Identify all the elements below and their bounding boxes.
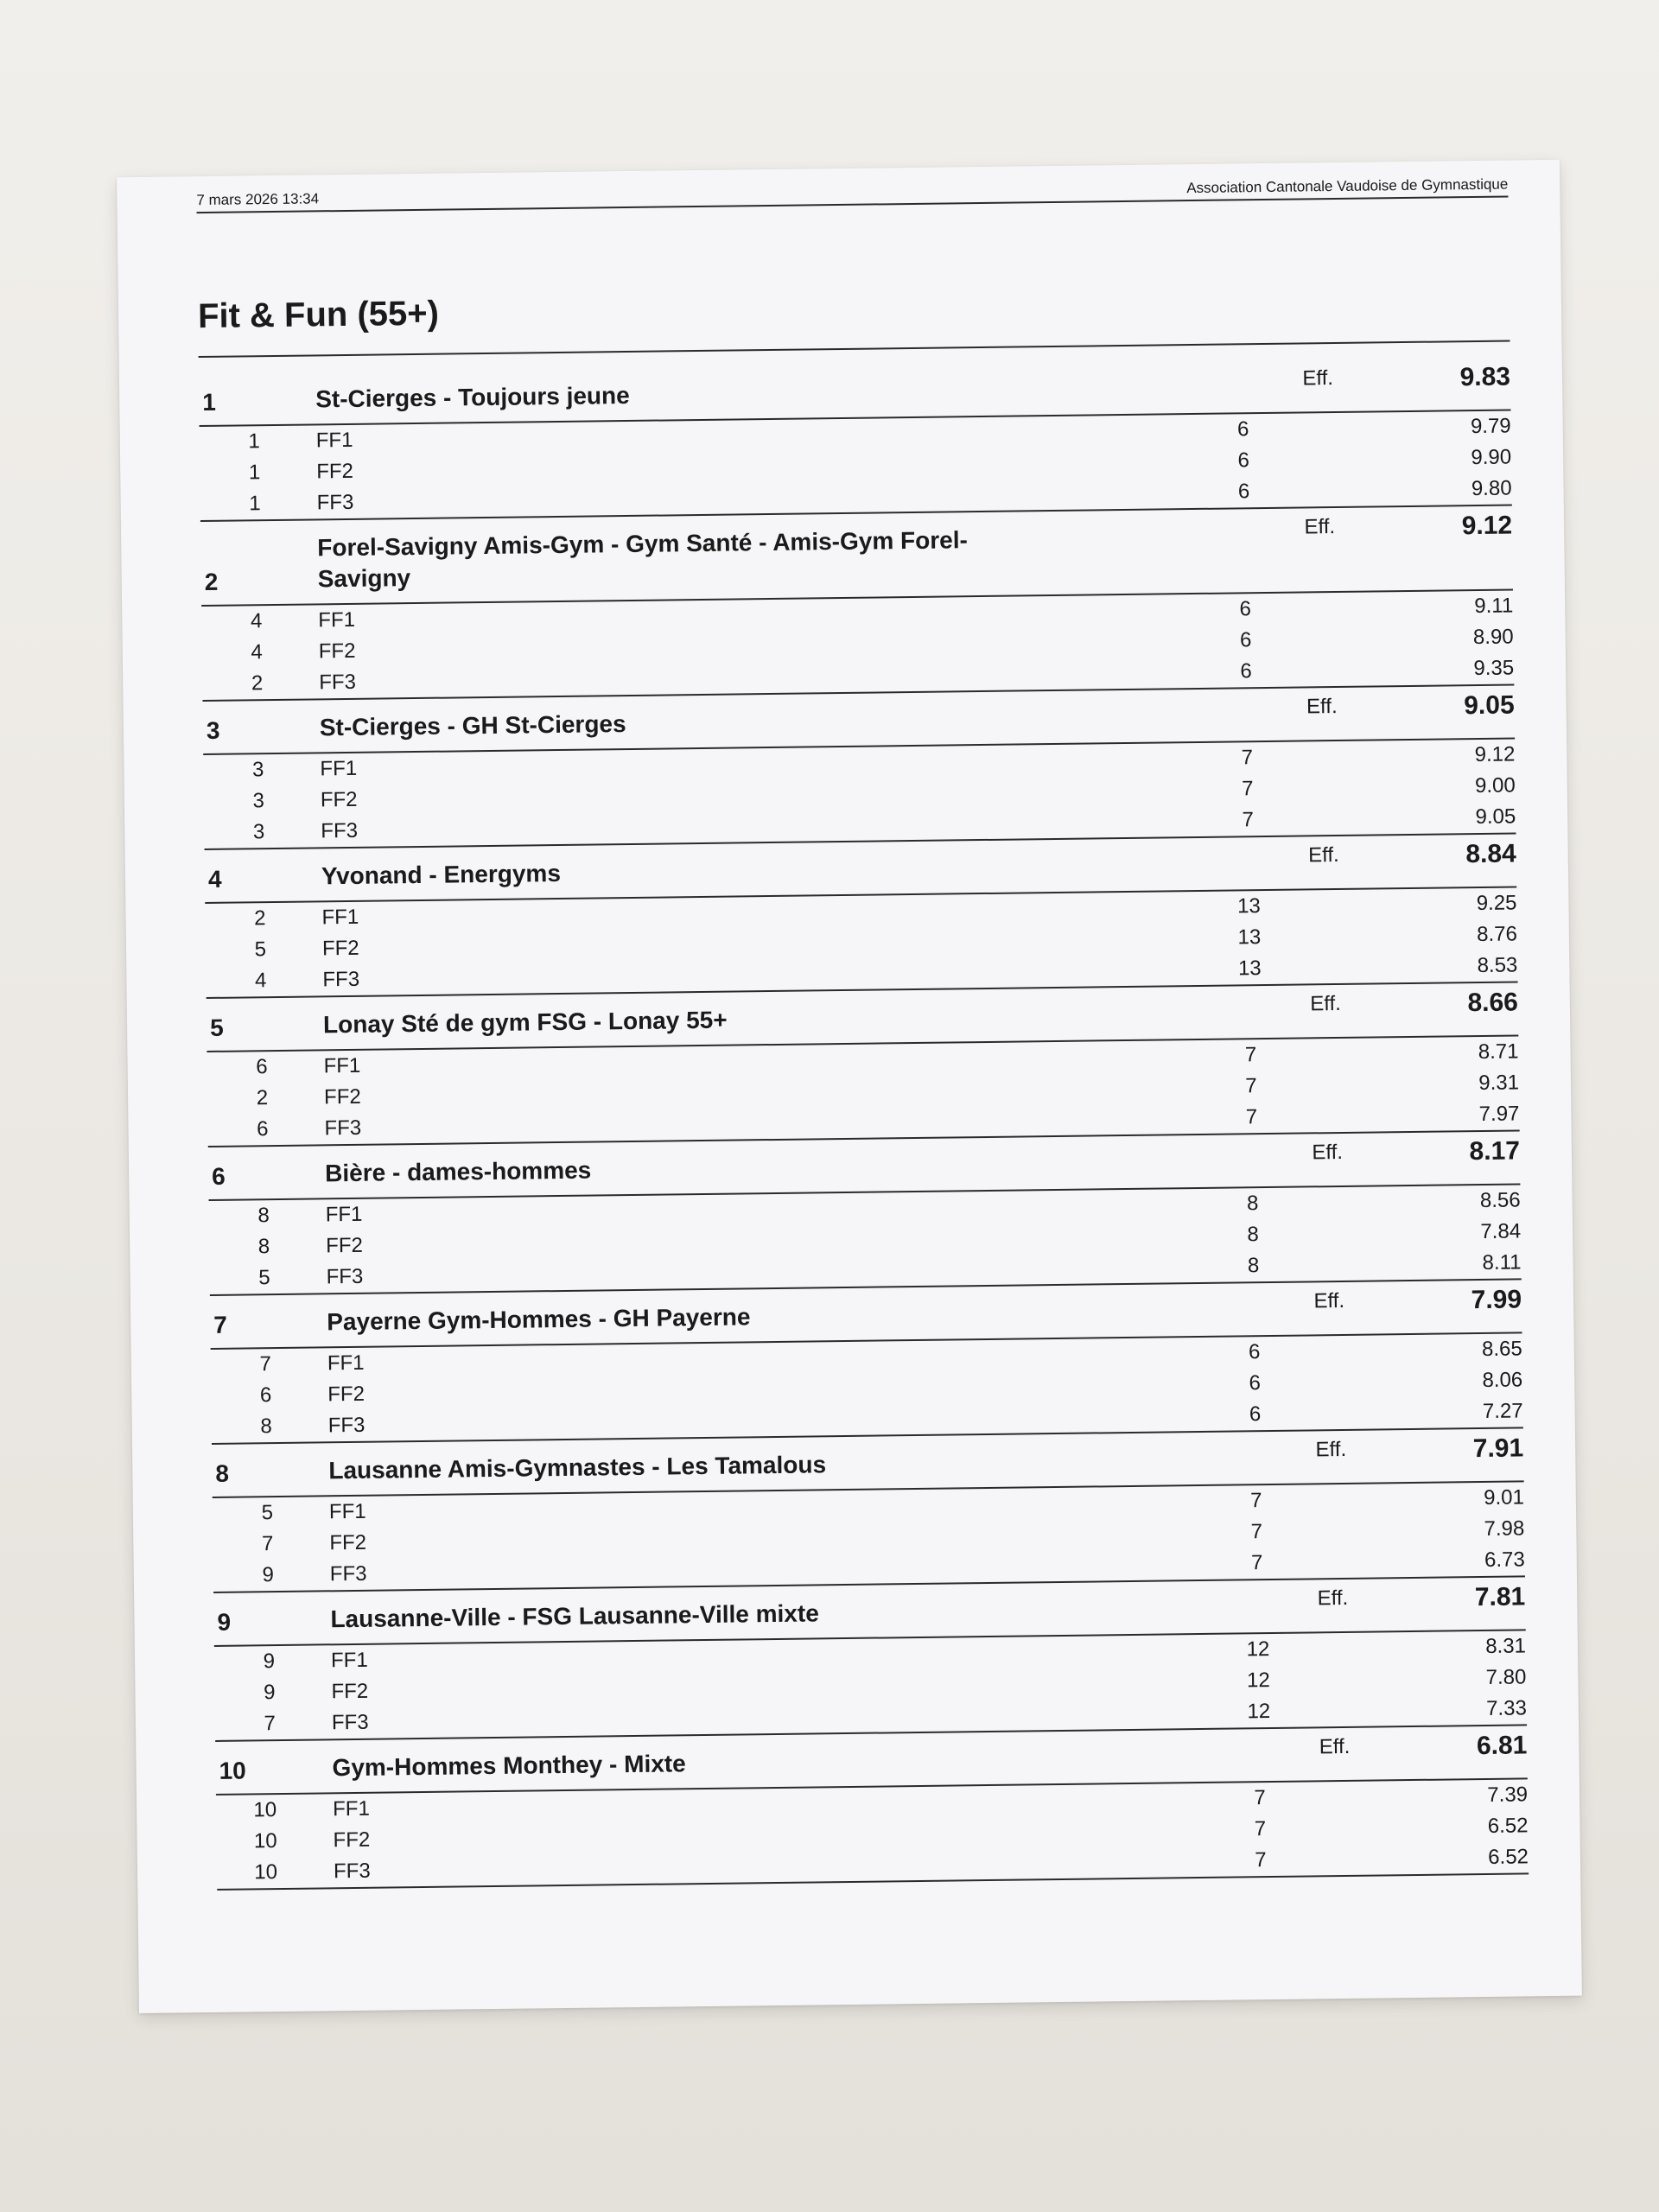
team-block (199, 358, 1512, 523)
apparatus-name: FF2 (331, 1679, 369, 1704)
apparatus-score: 9.25 (1476, 891, 1517, 916)
category-title: Fit & Fun (55+) (197, 294, 440, 336)
effective-count: 7 (1250, 1489, 1262, 1513)
apparatus-rank: 8 (257, 1235, 270, 1259)
apparatus-rank: 9 (263, 1649, 276, 1674)
team-block (205, 834, 1518, 999)
apparatus-name: FF2 (327, 1382, 365, 1407)
team-rank: 4 (207, 865, 222, 893)
team-block (212, 1428, 1525, 1593)
team-total-score: 9.83 (1459, 362, 1511, 392)
team-name: St-Cierges - Toujours jeune (315, 381, 630, 413)
apparatus-name: FF3 (329, 1561, 367, 1586)
effective-count: 12 (1247, 1700, 1271, 1724)
apparatus-rank: 8 (257, 1204, 270, 1228)
effective-count: 7 (1250, 1551, 1263, 1575)
apparatus-name: FF3 (316, 490, 354, 515)
team-total-score: 9.05 (1464, 690, 1515, 721)
apparatus-rank: 10 (254, 1860, 278, 1885)
apparatus-name: FF2 (320, 787, 358, 812)
team-total-score: 8.66 (1467, 988, 1519, 1018)
team-total-score: 6.81 (1476, 1731, 1528, 1761)
apparatus-score: 9.05 (1475, 804, 1516, 830)
apparatus-rank: 2 (251, 671, 264, 696)
eff-label: Eff. (1306, 694, 1338, 719)
effective-count: 6 (1236, 417, 1249, 442)
apparatus-name: FF3 (327, 1413, 365, 1438)
effective-count: 7 (1250, 1520, 1263, 1544)
apparatus-rank: 6 (257, 1117, 269, 1141)
apparatus-name: FF2 (333, 1827, 371, 1853)
team-name: Lausanne Amis-Gymnastes - Les Tamalous (328, 1451, 827, 1484)
apparatus-score: 6.73 (1484, 1548, 1525, 1572)
apparatus-score: 8.71 (1478, 1039, 1519, 1065)
apparatus-score: 7.27 (1482, 1399, 1523, 1423)
apparatus-score: 9.90 (1471, 445, 1512, 470)
effective-count: 7 (1241, 746, 1254, 770)
effective-count: 7 (1242, 808, 1255, 832)
effective-count: 6 (1237, 480, 1250, 504)
team-name: Payerne Gym-Hommes - GH Payerne (327, 1303, 751, 1336)
team-header (200, 506, 1513, 607)
apparatus-rank: 2 (256, 1086, 269, 1110)
apparatus-score: 7.97 (1478, 1102, 1520, 1127)
apparatus-rank: 10 (253, 1829, 277, 1853)
team-rank: 8 (215, 1459, 230, 1487)
print-datetime: 7 mars 2026 13:34 (196, 190, 320, 209)
team-block (200, 506, 1514, 702)
apparatus-rank: 7 (259, 1352, 272, 1376)
apparatus-score: 8.06 (1482, 1368, 1523, 1392)
apparatus-name: FF3 (319, 670, 357, 695)
apparatus-score: 6.52 (1487, 1814, 1529, 1838)
apparatus-rank: 3 (252, 789, 265, 813)
apparatus-score: 7.33 (1485, 1696, 1527, 1720)
apparatus-name: FF2 (326, 1233, 364, 1258)
title-divider (199, 340, 1510, 359)
apparatus-rank: 1 (248, 461, 261, 485)
team-name: Lausanne-Ville - FSG Lausanne-Ville mixte (330, 1599, 819, 1633)
apparatus-rank: 9 (262, 1563, 275, 1587)
team-name: Lonay Sté de gym FSG - Lonay 55+ (322, 1006, 728, 1039)
eff-label: Eff. (1304, 515, 1336, 539)
apparatus-name: FF3 (331, 1710, 369, 1735)
apparatus-rank: 4 (254, 969, 267, 993)
team-name: St-Cierges - GH St-Cierges (319, 710, 626, 741)
apparatus-name: FF3 (322, 967, 360, 992)
apparatus-score: 8.53 (1477, 953, 1518, 978)
effective-count: 6 (1248, 1340, 1261, 1364)
eff-label: Eff. (1310, 991, 1342, 1016)
team-rank: 9 (217, 1608, 232, 1636)
apparatus-rank: 2 (254, 906, 266, 931)
effective-count: 8 (1247, 1223, 1259, 1247)
team-block (202, 685, 1516, 850)
effective-count: 6 (1239, 597, 1252, 621)
team-block (208, 1131, 1522, 1296)
effective-count: 8 (1247, 1254, 1260, 1278)
effective-count: 13 (1237, 957, 1262, 981)
eff-label: Eff. (1319, 1734, 1351, 1759)
team-total-score: 9.12 (1461, 511, 1513, 541)
apparatus-score: 9.35 (1473, 656, 1515, 681)
apparatus-name: FF3 (333, 1859, 371, 1884)
apparatus-name: FF2 (321, 936, 359, 961)
team-total-score: 8.17 (1469, 1136, 1521, 1166)
apparatus-score: 9.01 (1483, 1485, 1525, 1510)
apparatus-name: FF1 (321, 905, 359, 930)
apparatus-score: 7.39 (1487, 1783, 1529, 1807)
apparatus-score: 8.56 (1479, 1188, 1521, 1213)
apparatus-score: 9.80 (1471, 476, 1512, 501)
eff-label: Eff. (1315, 1437, 1347, 1462)
effective-count: 6 (1240, 659, 1252, 683)
effective-count: 7 (1241, 777, 1254, 801)
team-rank: 5 (209, 1014, 224, 1041)
effective-count: 6 (1249, 1371, 1262, 1395)
eff-label: Eff. (1313, 1288, 1345, 1313)
apparatus-name: FF2 (323, 1084, 361, 1109)
effective-count: 7 (1244, 1043, 1257, 1067)
apparatus-score: 9.12 (1474, 742, 1516, 767)
eff-label: Eff. (1312, 1140, 1344, 1165)
apparatus-name: FF1 (315, 428, 353, 453)
apparatus-rank: 9 (263, 1681, 276, 1705)
apparatus-name: FF1 (330, 1648, 368, 1673)
effective-count: 13 (1237, 925, 1262, 950)
apparatus-name: FF2 (329, 1530, 367, 1555)
apparatus-name: FF1 (318, 607, 356, 632)
team-rank: 1 (202, 388, 217, 416)
apparatus-rank: 3 (252, 820, 265, 844)
team-name: Bière - dames-hommes (324, 1156, 592, 1187)
apparatus-rank: 7 (264, 1712, 276, 1736)
team-block (213, 1577, 1527, 1742)
team-rank: 3 (206, 716, 220, 744)
apparatus-name: FF3 (321, 818, 359, 843)
eff-label: Eff. (1302, 366, 1334, 391)
effective-count: 12 (1246, 1637, 1270, 1662)
effective-count: 8 (1246, 1192, 1259, 1216)
apparatus-rank: 5 (254, 938, 267, 962)
apparatus-score: 8.31 (1485, 1634, 1527, 1658)
apparatus-rank: 10 (253, 1798, 277, 1822)
team-name: Gym-Hommes Monthey - Mixte (332, 1750, 686, 1782)
apparatus-rank: 5 (261, 1501, 274, 1525)
results-list (199, 358, 1529, 1891)
apparatus-name: FF1 (320, 756, 358, 781)
team-block (210, 1280, 1523, 1445)
team-rank: 7 (213, 1311, 228, 1338)
effective-count: 13 (1236, 894, 1261, 918)
team-total-score: 7.81 (1474, 1582, 1526, 1612)
apparatus-score: 9.31 (1478, 1071, 1520, 1096)
apparatus-score: 8.76 (1477, 922, 1518, 947)
page-header (196, 176, 1508, 214)
eff-label: Eff. (1317, 1586, 1349, 1611)
apparatus-score: 7.80 (1485, 1665, 1527, 1689)
effective-count: 6 (1239, 628, 1252, 652)
apparatus-rank: 6 (259, 1383, 272, 1408)
effective-count: 6 (1249, 1402, 1262, 1427)
apparatus-rank: 7 (261, 1532, 274, 1556)
apparatus-rank: 6 (256, 1055, 268, 1079)
organization-name: Association Cantonale Vaudoise de Gymnastique (1186, 175, 1509, 197)
team-rank: 10 (219, 1757, 246, 1784)
apparatus-name: FF1 (327, 1351, 365, 1376)
apparatus-rank: 5 (258, 1266, 270, 1290)
apparatus-score: 9.11 (1474, 594, 1514, 619)
apparatus-score: 7.98 (1484, 1516, 1525, 1541)
team-total-score: 7.99 (1471, 1285, 1522, 1315)
apparatus-name: FF3 (326, 1264, 364, 1289)
apparatus-name: FF2 (318, 639, 356, 664)
apparatus-name: FF1 (323, 1053, 361, 1078)
team-name: Yvonand - Energyms (321, 859, 562, 890)
team-name: Forel-Savigny Amis-Gym - Gym Santé - Amis-Gym Forel-Savigny (317, 526, 968, 593)
apparatus-score: 9.00 (1474, 773, 1516, 798)
apparatus-score: 7.84 (1480, 1219, 1522, 1244)
apparatus-name: FF1 (332, 1796, 370, 1821)
effective-count: 7 (1245, 1074, 1257, 1098)
apparatus-rank: 4 (250, 609, 263, 633)
effective-count: 7 (1255, 1848, 1267, 1872)
effective-count: 12 (1246, 1669, 1270, 1693)
apparatus-score: 8.90 (1472, 625, 1514, 650)
apparatus-score: 8.11 (1482, 1250, 1522, 1274)
apparatus-rank: 8 (260, 1414, 272, 1439)
team-total-score: 7.91 (1472, 1433, 1524, 1464)
team-rank: 6 (212, 1162, 226, 1190)
apparatus-name: FF3 (324, 1116, 362, 1141)
team-block (207, 982, 1520, 1147)
apparatus-rank: 3 (251, 758, 264, 782)
effective-count: 6 (1237, 448, 1249, 473)
apparatus-rank: 1 (249, 492, 261, 516)
effective-count: 7 (1245, 1105, 1258, 1129)
team-rank: 2 (204, 568, 219, 595)
eff-label: Eff. (1308, 842, 1339, 868)
apparatus-score: 6.52 (1488, 1845, 1529, 1869)
apparatus-rank: 4 (251, 640, 263, 664)
apparatus-score: 8.65 (1481, 1337, 1522, 1361)
team-total-score: 8.84 (1465, 839, 1516, 869)
results-sheet (117, 160, 1582, 2013)
apparatus-score: 9.79 (1470, 414, 1511, 439)
team-block (215, 1726, 1529, 1891)
effective-count: 7 (1254, 1817, 1267, 1841)
apparatus-name: FF1 (328, 1499, 366, 1524)
apparatus-name: FF1 (325, 1202, 363, 1227)
apparatus-rank: 1 (248, 429, 260, 454)
apparatus-name: FF2 (316, 459, 354, 484)
effective-count: 7 (1254, 1786, 1266, 1810)
